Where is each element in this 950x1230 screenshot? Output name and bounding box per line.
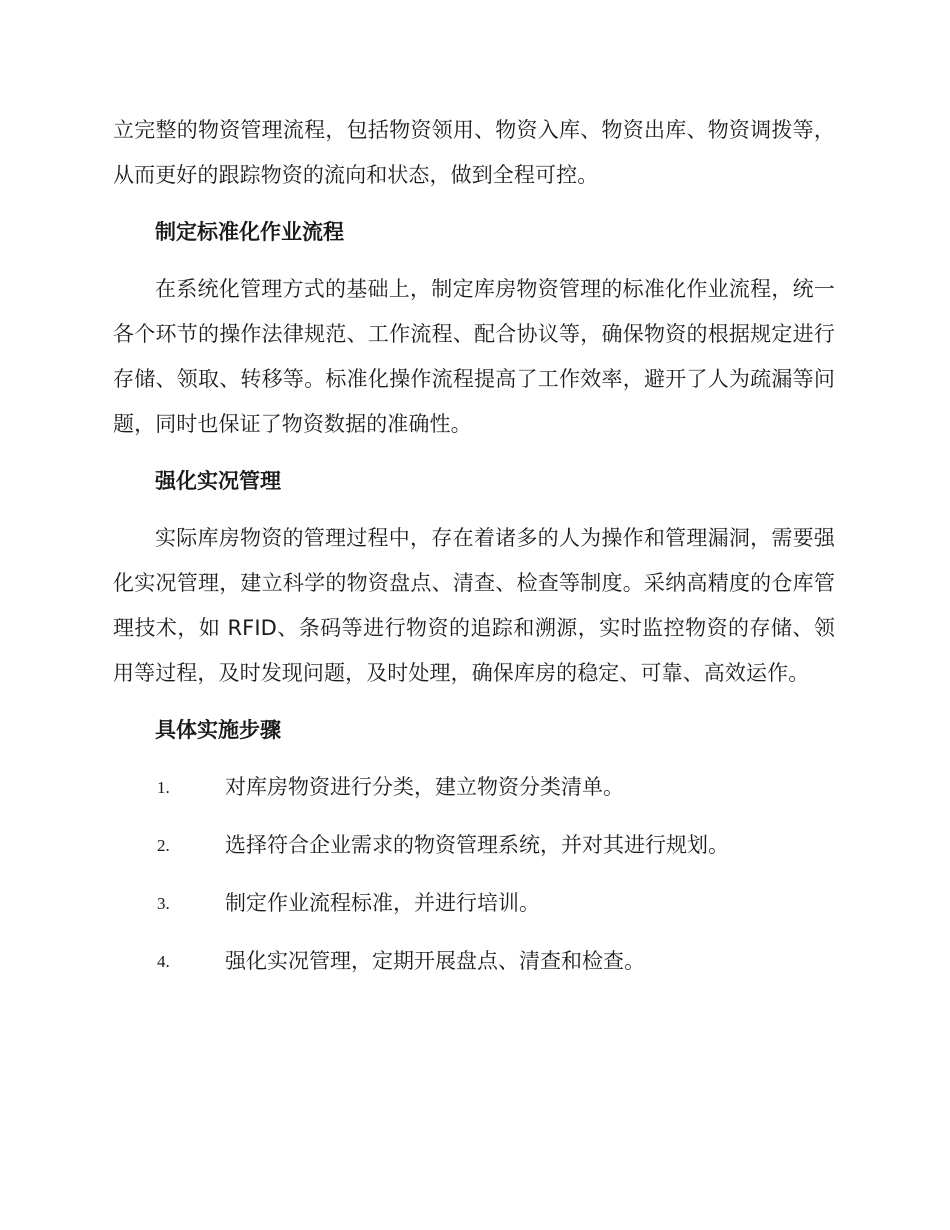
section-heading-live-management: 强化实况管理 [155,469,281,493]
step-number: 3. [157,894,170,913]
section-body-live-management: 实际库房物资的管理过程中，存在着诸多的人为操作和管理漏洞，需要强化实况管理，建立科学的物资盘点、清查、检查等制度。采纳高精度的仓库管理技术，如 RFID、条码等进行物资的追踪和溯源，实时监控物资的存储、领用等过程，及时发现问题，及时处理，确保库房的稳定、可靠、高效运作。 [113,526,835,685]
list-item [113,823,835,868]
implementation-steps-list [113,765,835,984]
step-number: 2. [157,836,170,855]
section-heading-standardization: 制定标准化作业流程 [155,220,344,244]
intro-paragraph: 立完整的物资管理流程，包括物资领用、物资入库、物资出库、物资调拨等，从而更好的跟踪物资的流向和状态，做到全程可控。 [113,118,835,187]
step-text: 对库房物资进行分类，建立物资分类清单。 [225,775,624,799]
list-item [113,881,835,926]
step-text: 制定作业流程标准，并进行培训。 [225,891,540,915]
section-body-standardization: 在系统化管理方式的基础上，制定库房物资管理的标准化作业流程，统一各个环节的操作法律规范、工作流程、配合协议等，确保物资的根据规定进行存储、领取、转移等。标准化操作流程提高了工作效率，避开了人为疏漏等问题，同时也保证了物资数据的准确性。 [113,277,835,436]
step-number: 4. [157,952,170,971]
section-heading-implementation-steps: 具体实施步骤 [155,718,281,742]
list-item [113,939,835,984]
step-number: 1. [157,778,170,797]
step-text: 强化实况管理，定期开展盘点、清查和检查。 [225,949,645,973]
document-page [113,108,835,997]
step-text: 选择符合企业需求的物资管理系统，并对其进行规划。 [225,833,729,857]
list-item [113,765,835,810]
